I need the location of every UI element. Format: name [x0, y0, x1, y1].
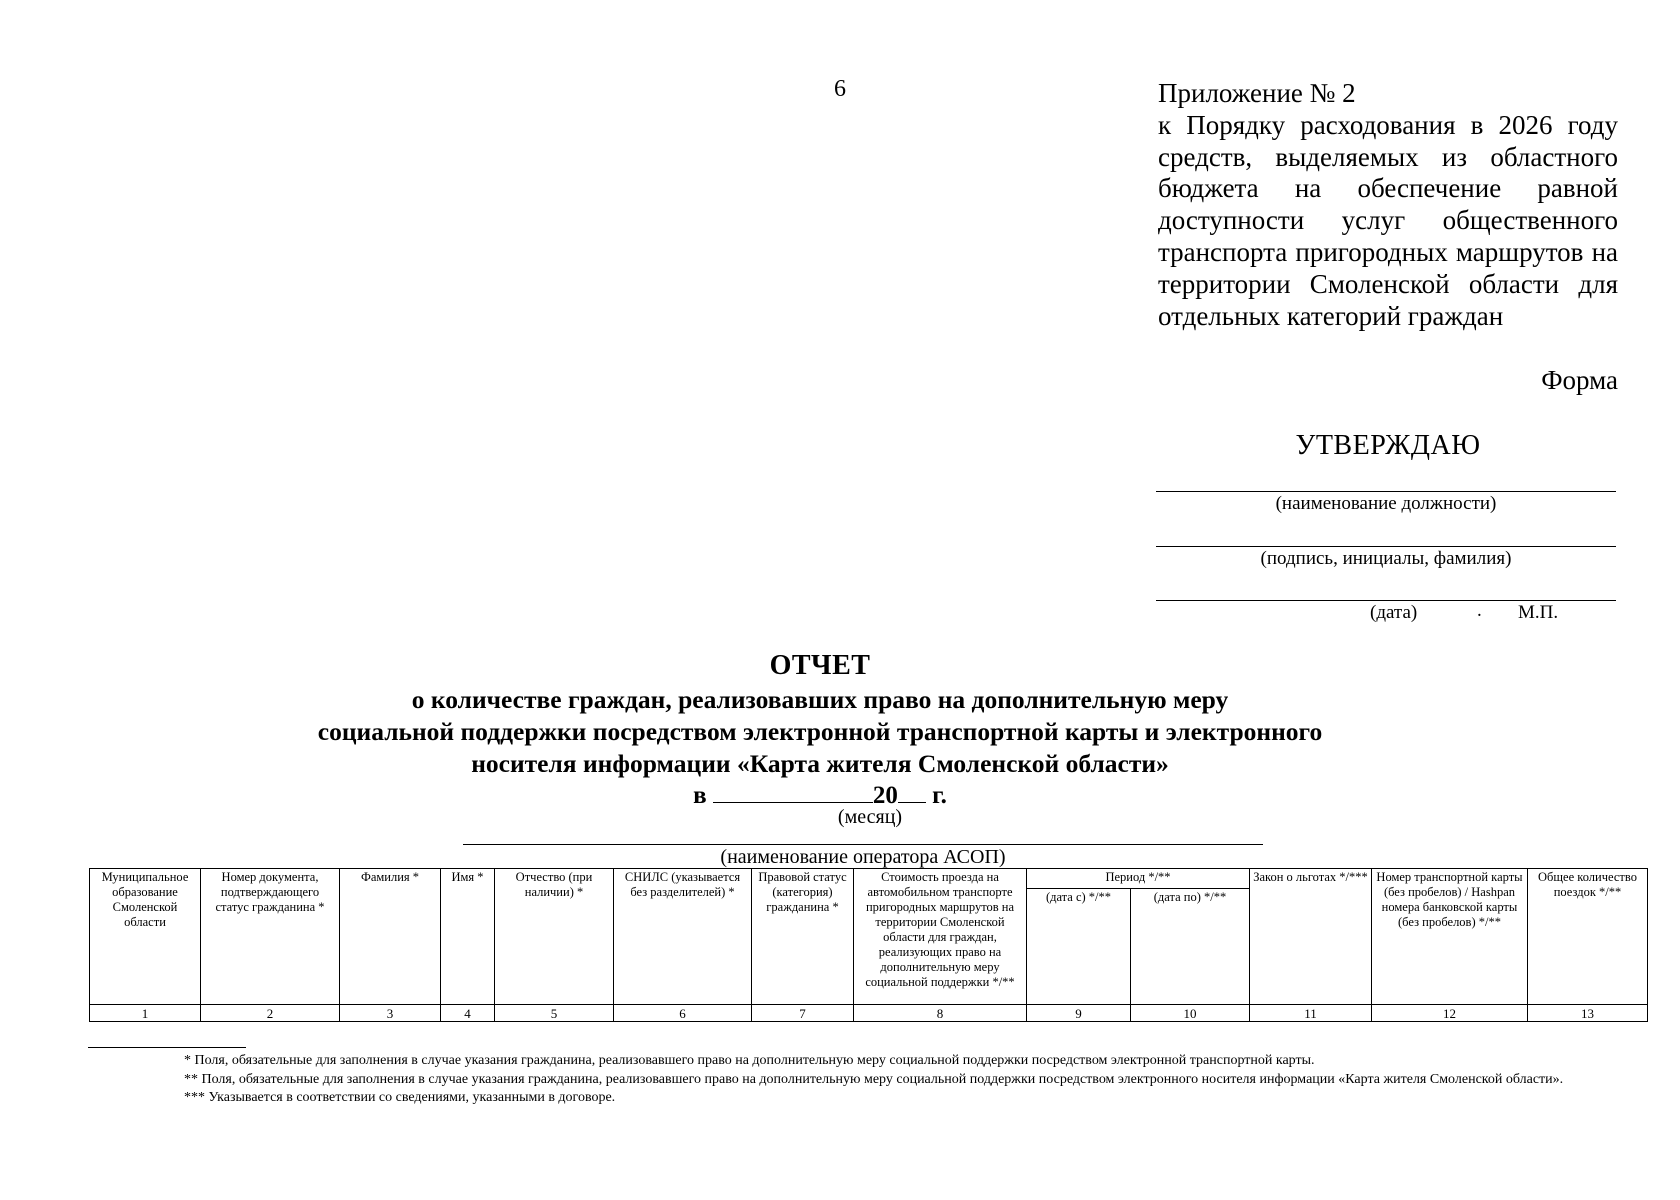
seal-caption: М.П. [1518, 602, 1559, 623]
period-prefix: в [693, 782, 707, 809]
report-subtitle-line: социальной поддержки посредством электронной транспортной карты и электронного [317, 717, 1323, 746]
appendix-block [1158, 78, 1618, 332]
approval-heading: УТВЕРЖДАЮ [1295, 430, 1481, 461]
year-blank[interactable] [898, 780, 926, 803]
header-date-to: (дата по) */** [1131, 889, 1250, 1005]
column-number: 6 [614, 1005, 752, 1022]
table-header-row [90, 869, 1648, 889]
column-number: 10 [1131, 1005, 1250, 1022]
appendix-text: к Порядку расходования в 2026 году средств, выделяемых из областного бюджета на обеспечение равной доступности услуг общественного транспорта пригородных маршрутов на территории Смоленской области для отдельных категорий граждан [1158, 109, 1618, 331]
column-number: 12 [1372, 1005, 1528, 1022]
month-blank[interactable] [713, 780, 873, 803]
footnote-separator [88, 1047, 246, 1048]
date-caption: (дата) [1370, 602, 1418, 623]
signature-caption: (подпись, инициалы, фамилия) [1260, 548, 1512, 569]
header-document-number: Номер документа, подтверждающего статус гражданина * [201, 869, 340, 1005]
date-line [1156, 600, 1616, 601]
report-subtitle-line: носителя информации «Карта жителя Смоленской области» [471, 749, 1169, 778]
footnote-1: * Поля, обязательные для заполнения в случае указания гражданина, реализовавшего право на дополнительную меру социальной поддержки посредством электронной транспортной карты. [184, 1053, 1315, 1068]
header-card-number: Номер транспортной карты (без пробелов) / Hashpan номера банковской карты (без пробелов) */** [1372, 869, 1528, 1005]
header-municipality: Муниципальное образование Смоленской области [90, 869, 201, 1005]
dot-mark: . [1477, 600, 1482, 621]
header-date-from: (дата с) */** [1027, 889, 1131, 1005]
column-number: 3 [340, 1005, 441, 1022]
column-number: 13 [1528, 1005, 1648, 1022]
signature-line [1156, 546, 1616, 547]
column-number: 9 [1027, 1005, 1131, 1022]
column-number-row [90, 1005, 1648, 1022]
report-subtitle-line: о количестве граждан, реализовавших право на дополнительную меру [411, 685, 1229, 714]
operator-line [463, 844, 1263, 845]
column-number: 7 [752, 1005, 854, 1022]
page-number: 6 [834, 76, 846, 102]
position-caption: (наименование должности) [1275, 493, 1497, 514]
report-title: ОТЧЕТ [769, 650, 871, 681]
header-benefit-law: Закон о льготах */*** [1250, 869, 1372, 1005]
footnote-3: *** Указывается в соответствии со сведениями, указанными в договоре. [184, 1090, 616, 1105]
operator-caption: (наименование оператора АСОП) [720, 846, 1006, 868]
header-period: Период */** [1027, 869, 1250, 889]
column-number: 8 [854, 1005, 1027, 1022]
column-number: 1 [90, 1005, 201, 1022]
column-number: 11 [1250, 1005, 1372, 1022]
header-fare: Стоимость проезда на автомобильном транспорте пригородных маршрутов на территории Смоленской области для граждан, реализующих право на дополнительную меру социальной поддержки */** [854, 869, 1027, 1005]
footnote-2: ** Поля, обязательные для заполнения в случае указания гражданина, реализовавшего право на дополнительную меру социальной поддержки посредством электронного носителя информации «Карта жителя Смоленской области». [184, 1071, 1564, 1087]
period-suffix: г. [932, 782, 947, 809]
appendix-title: Приложение № 2 [1158, 78, 1356, 108]
month-caption: (месяц) [837, 806, 903, 828]
header-snils: СНИЛС (указывается без разделителей) * [614, 869, 752, 1005]
period-year: 20 [872, 782, 898, 809]
header-surname: Фамилия * [340, 869, 441, 1005]
column-number: 4 [441, 1005, 495, 1022]
report-subtitle [260, 684, 1380, 780]
form-label: Форма [1541, 365, 1618, 395]
footnotes [114, 1052, 1624, 1108]
header-trips-count: Общее количество поездок */** [1528, 869, 1648, 1005]
header-legal-status: Правовой статус (категория) гражданина * [752, 869, 854, 1005]
header-patronymic: Отчество (при наличии) * [495, 869, 614, 1005]
header-name: Имя * [441, 869, 495, 1005]
column-number: 5 [495, 1005, 614, 1022]
report-table [89, 868, 1648, 1022]
position-line [1156, 491, 1616, 492]
column-number: 2 [201, 1005, 340, 1022]
